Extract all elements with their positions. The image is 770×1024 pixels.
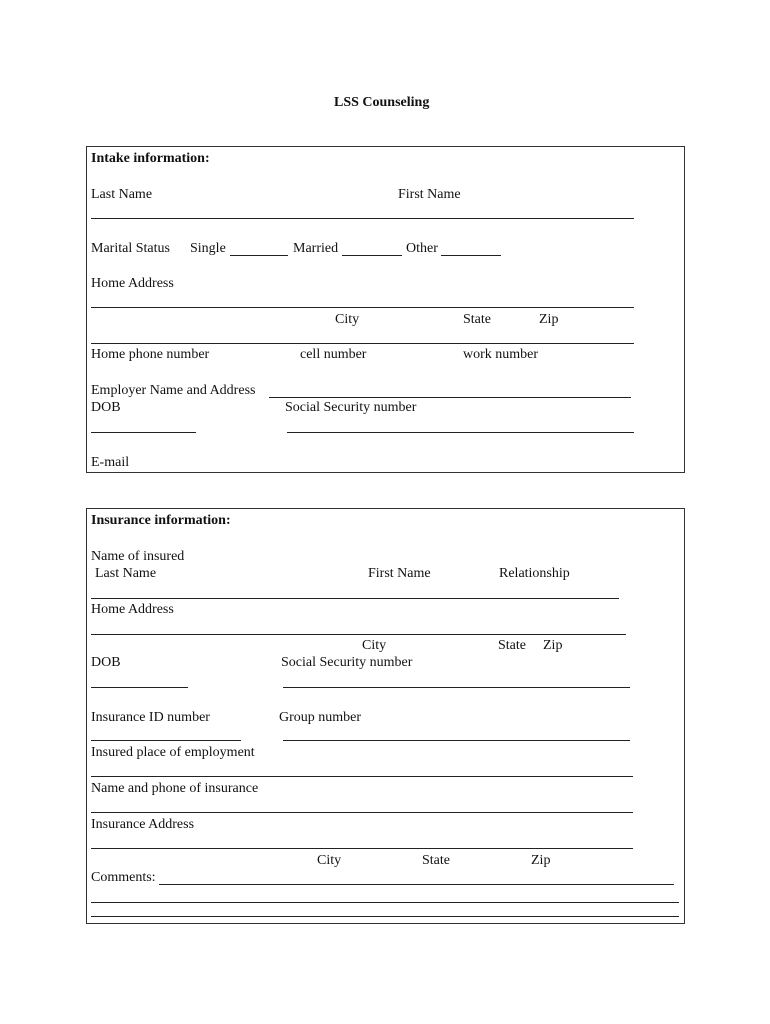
intake-state-label: State	[463, 312, 491, 327]
relationship-label: Relationship	[499, 566, 570, 581]
place-of-employment-field[interactable]	[91, 776, 633, 777]
marital-status-label: Marital Status	[91, 241, 170, 256]
cell-number-label: cell number	[300, 347, 367, 362]
comments-field[interactable]	[159, 884, 674, 885]
intake-zip-label: Zip	[539, 312, 559, 327]
email-label: E-mail	[91, 455, 130, 470]
intake-first-name-label: First Name	[398, 187, 461, 202]
insured-city-label: City	[362, 638, 387, 653]
name-of-insured-label: Name of insured	[91, 549, 185, 564]
insurance-city-label: City	[317, 853, 342, 868]
insurance-id-field[interactable]	[91, 740, 241, 741]
name-phone-insurance-label: Name and phone of insurance	[91, 781, 259, 796]
insurance-heading: Insurance information:	[91, 513, 231, 528]
insurance-state-label: State	[422, 853, 450, 868]
intake-dob-field[interactable]	[91, 432, 196, 433]
intake-section	[86, 146, 685, 473]
intake-ssn-label: Social Security number	[285, 400, 417, 415]
intake-dob-label: DOB	[91, 400, 121, 415]
single-field[interactable]	[230, 255, 288, 256]
comments-line-3[interactable]	[91, 916, 679, 917]
home-phone-label: Home phone number	[91, 347, 210, 362]
married-label: Married	[293, 241, 339, 256]
group-number-label: Group number	[279, 710, 362, 725]
insured-dob-label: DOB	[91, 655, 121, 670]
intake-home-address-label: Home Address	[91, 276, 174, 291]
name-phone-insurance-field[interactable]	[91, 812, 633, 813]
intake-ssn-field[interactable]	[287, 432, 634, 433]
married-field[interactable]	[342, 255, 402, 256]
intake-heading: Intake information:	[91, 151, 210, 166]
place-of-employment-label: Insured place of employment	[91, 745, 255, 760]
employer-label: Employer Name and Address	[91, 383, 256, 398]
comments-line-2[interactable]	[91, 902, 679, 903]
insurance-zip-label: Zip	[531, 853, 551, 868]
comments-label: Comments:	[91, 870, 156, 885]
group-number-field[interactable]	[283, 740, 630, 741]
page-title: LSS Counseling	[334, 95, 430, 110]
insured-ssn-label: Social Security number	[281, 655, 413, 670]
intake-home-address-field[interactable]	[91, 307, 634, 308]
insured-dob-field[interactable]	[91, 687, 188, 688]
other-field[interactable]	[441, 255, 501, 256]
insured-home-address-field[interactable]	[91, 634, 626, 635]
intake-name-field[interactable]	[91, 218, 634, 219]
insurance-address-field[interactable]	[91, 848, 633, 849]
insured-state-label: State	[498, 638, 526, 653]
insured-last-name-label: Last Name	[95, 566, 157, 581]
insured-home-address-label: Home Address	[91, 602, 174, 617]
other-label: Other	[406, 241, 438, 256]
intake-last-name-label: Last Name	[91, 187, 153, 202]
insurance-address-label: Insurance Address	[91, 817, 195, 832]
work-number-label: work number	[463, 347, 539, 362]
insured-zip-label: Zip	[543, 638, 563, 653]
single-label: Single	[190, 241, 226, 256]
insured-ssn-field[interactable]	[283, 687, 630, 688]
insured-name-field[interactable]	[91, 598, 619, 599]
insured-first-name-label: First Name	[368, 566, 431, 581]
intake-city-label: City	[335, 312, 360, 327]
intake-city-state-zip-field[interactable]	[91, 343, 634, 344]
insurance-id-label: Insurance ID number	[91, 710, 210, 725]
employer-field[interactable]	[269, 397, 631, 398]
